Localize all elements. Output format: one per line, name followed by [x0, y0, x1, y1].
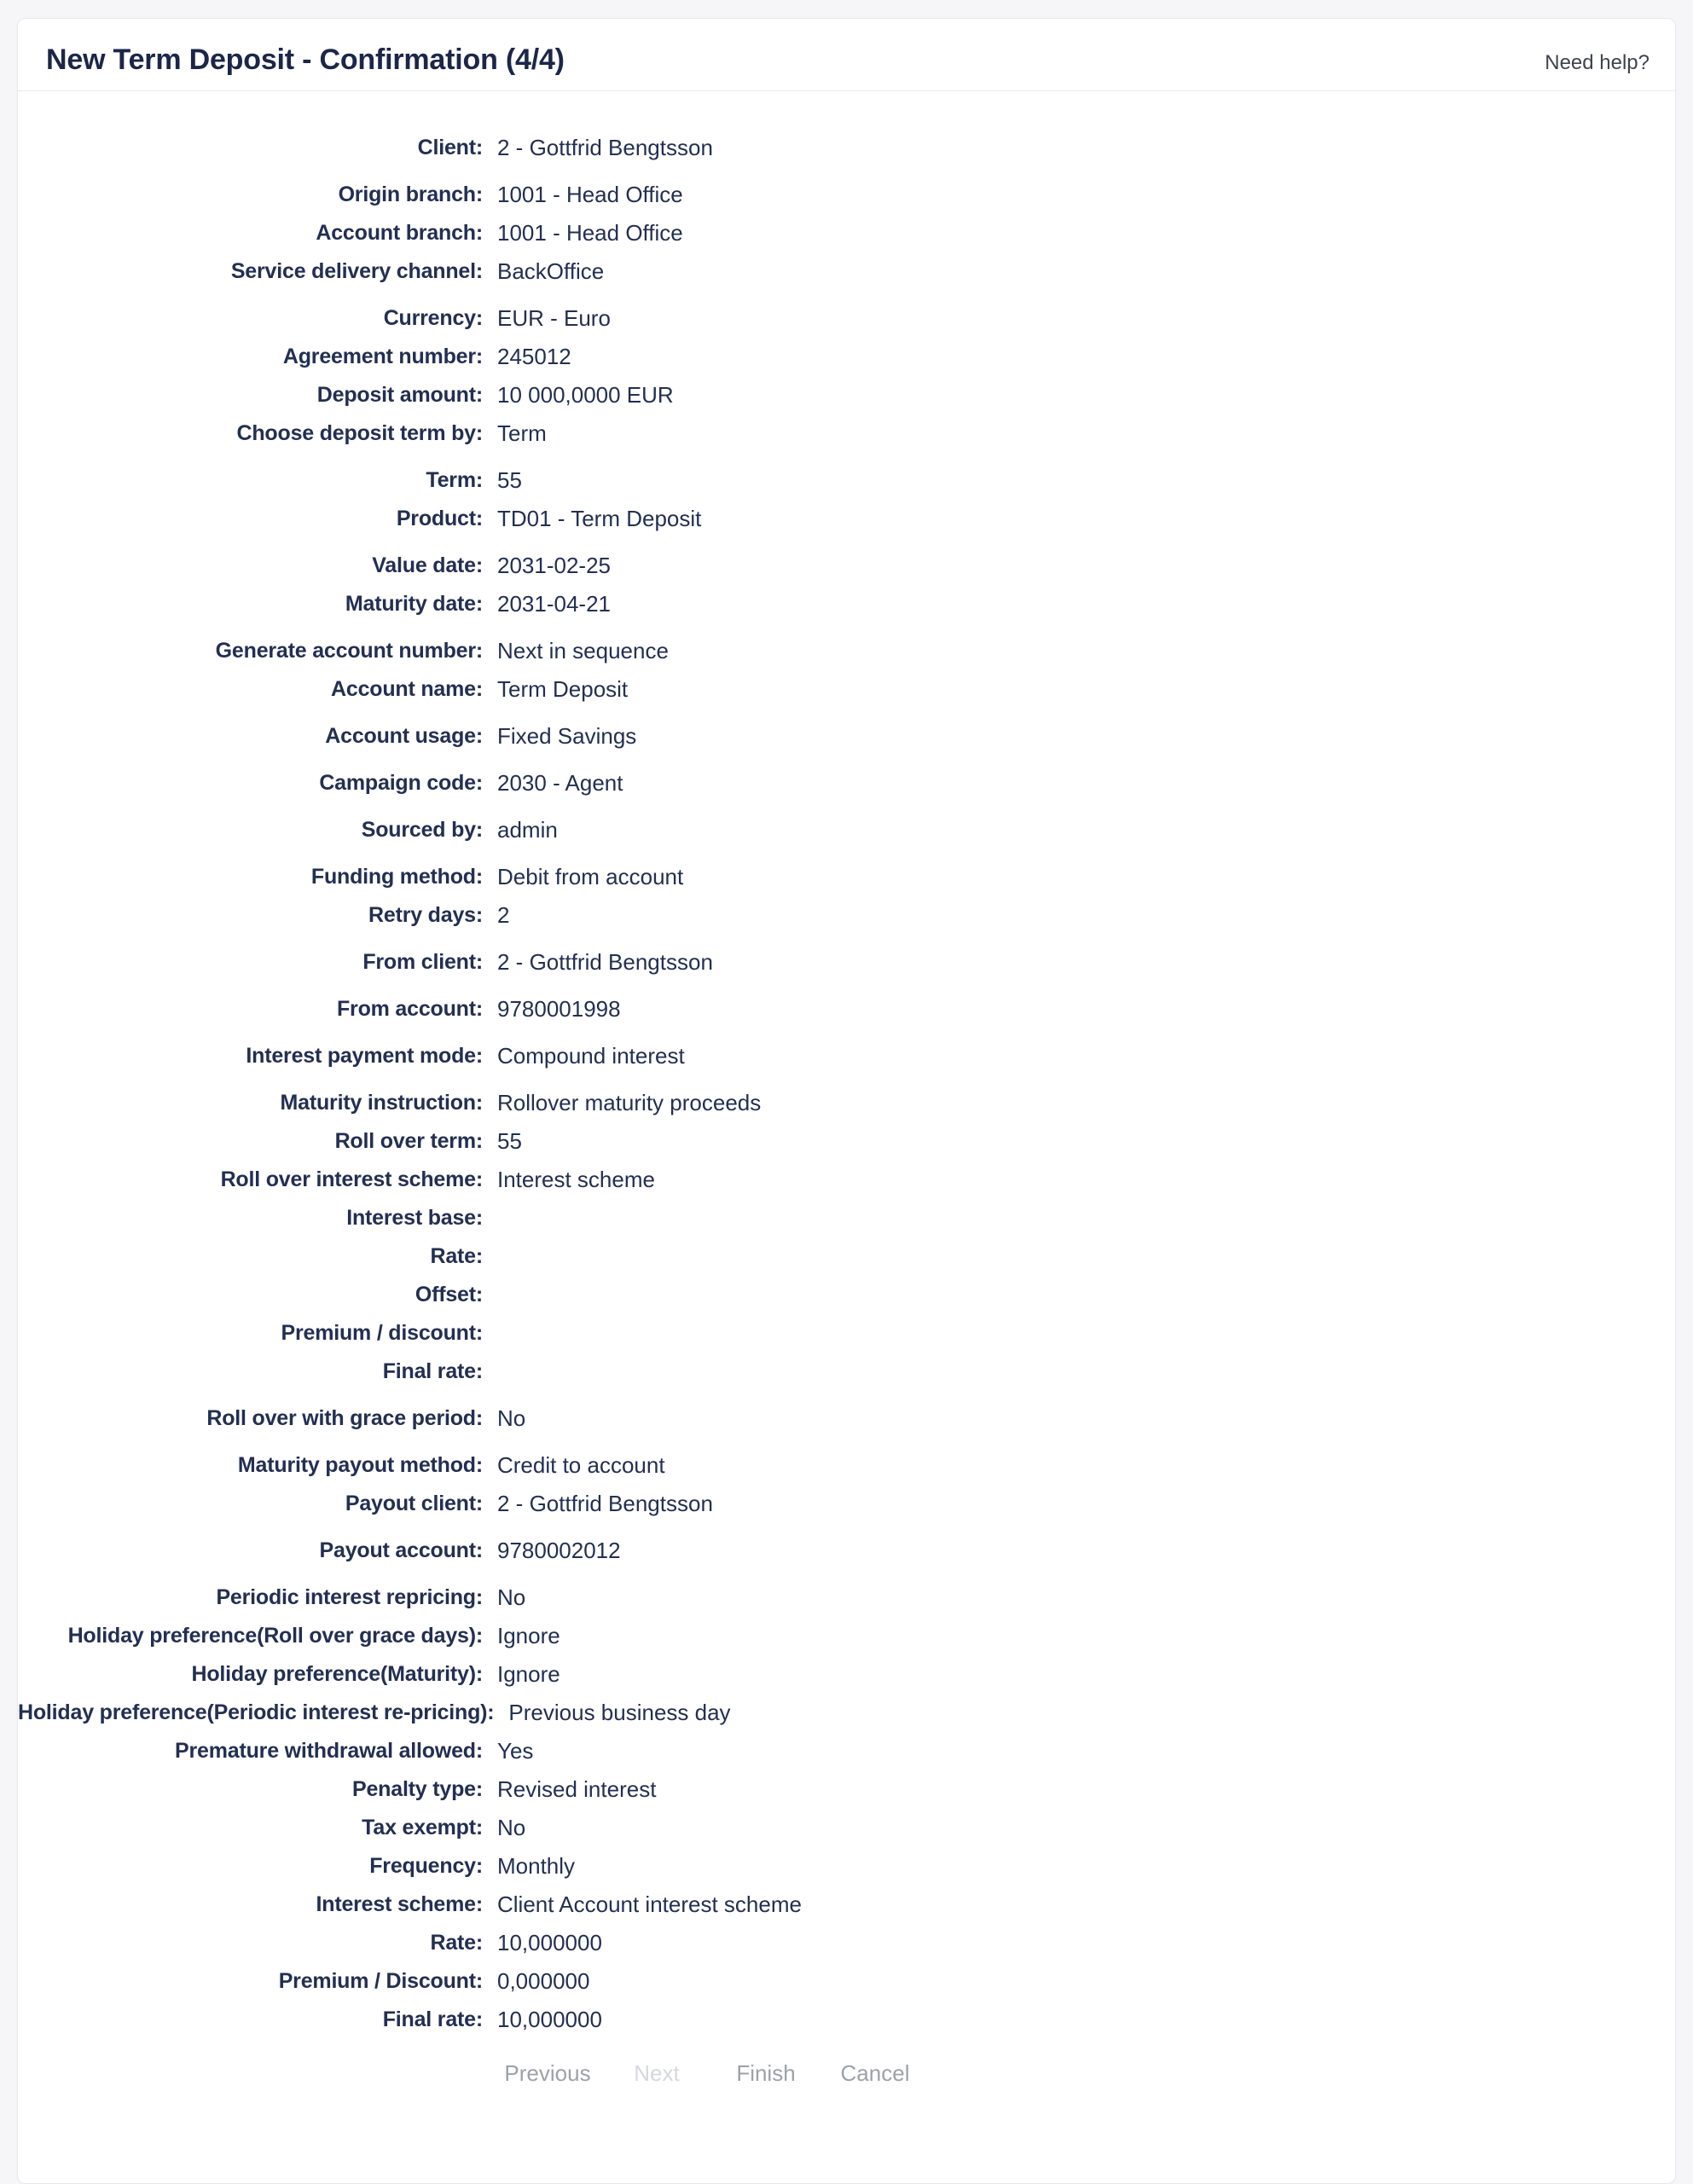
- field-label: Deposit amount:: [316, 383, 483, 407]
- field-value: Yes: [497, 1738, 534, 1764]
- field-group: [18, 1579, 1675, 2039]
- field-label: Account usage:: [325, 724, 483, 748]
- field-label: Payout account:: [319, 1538, 483, 1562]
- field-label: Choose deposit term by:: [236, 421, 483, 445]
- field-value: 2: [497, 902, 510, 928]
- field-group: [18, 858, 1675, 935]
- field-row: [18, 1579, 1675, 1617]
- field-value: 10,000000: [497, 2007, 602, 2032]
- field-row: [18, 858, 1675, 896]
- wizard-header: [18, 19, 1675, 91]
- field-row: [18, 1962, 1675, 2001]
- field-value: 2031-04-21: [497, 591, 611, 617]
- field-value: 2 - Gottfrid Bengtsson: [497, 949, 713, 975]
- field-row: [18, 632, 1675, 670]
- field-row: [18, 1446, 1675, 1485]
- field-label: Roll over term:: [334, 1129, 483, 1153]
- field-label: Funding method:: [310, 865, 483, 889]
- field-value: Ignore: [497, 1623, 560, 1648]
- field-label: Maturity payout method:: [237, 1453, 483, 1477]
- field-value: Rollover maturity proceeds: [497, 1090, 762, 1115]
- field-value: EUR - Euro: [497, 305, 611, 331]
- field-value: Credit to account: [497, 1452, 665, 1478]
- field-label: Tax exempt:: [362, 1816, 483, 1839]
- field-value: No: [497, 1815, 526, 1840]
- field-group: [18, 461, 1675, 538]
- field-row: [18, 338, 1675, 376]
- field-value: BackOffice: [497, 258, 605, 284]
- field-row: [18, 1732, 1675, 1770]
- field-label: Penalty type:: [351, 1777, 483, 1801]
- field-group: [18, 1532, 1675, 1570]
- field-label: Roll over interest scheme:: [220, 1167, 483, 1191]
- field-value: No: [497, 1405, 526, 1431]
- field-row: [18, 1770, 1675, 1809]
- next-button[interactable]: Next: [602, 2060, 711, 2087]
- field-value: Ignore: [497, 1661, 560, 1687]
- field-group: [18, 943, 1675, 982]
- field-row: [18, 585, 1675, 623]
- field-label: Frequency:: [369, 1854, 483, 1878]
- field-label: Term:: [426, 468, 483, 492]
- field-group: [18, 299, 1675, 453]
- field-row: [18, 1084, 1675, 1122]
- field-row: [18, 1617, 1675, 1655]
- need-help-link[interactable]: Need help?: [1545, 51, 1650, 74]
- confirmation-card: [17, 18, 1676, 2184]
- field-group: [18, 1084, 1675, 1391]
- field-value: 9780001998: [497, 996, 621, 1022]
- field-label: Retry days:: [368, 903, 483, 927]
- field-label: Interest payment mode:: [246, 1044, 483, 1068]
- field-value: No: [497, 1584, 526, 1610]
- field-label: Holiday preference(Maturity):: [191, 1662, 483, 1686]
- field-value: 2 - Gottfrid Bengtsson: [497, 135, 713, 160]
- field-row: [18, 1809, 1675, 1847]
- field-value: Client Account interest scheme: [497, 1891, 802, 1917]
- field-value: Term: [497, 420, 547, 446]
- field-row: [18, 1886, 1675, 1924]
- field-value: 10 000,0000 EUR: [497, 382, 674, 408]
- field-value: Interest scheme: [497, 1167, 655, 1192]
- field-label: Generate account number:: [215, 639, 483, 663]
- field-row: [18, 1694, 1675, 1732]
- field-label: Premium / discount:: [281, 1321, 483, 1345]
- field-row: [18, 1399, 1675, 1438]
- field-group: [18, 990, 1675, 1028]
- field-group: [18, 1037, 1675, 1075]
- field-label: Sourced by:: [361, 818, 483, 842]
- field-group: [18, 811, 1675, 849]
- field-row: [18, 461, 1675, 500]
- field-label: Service delivery channel:: [230, 259, 483, 283]
- field-label: Agreement number:: [282, 345, 483, 368]
- field-group: [18, 717, 1675, 756]
- field-value: 2031-02-25: [497, 553, 611, 578]
- field-row: [18, 1924, 1675, 1962]
- previous-button[interactable]: Previous: [493, 2060, 602, 2087]
- field-label: Holiday preference(Periodic interest re-pricing):: [18, 1700, 495, 1724]
- field-group: [18, 1446, 1675, 1523]
- field-row: [18, 1237, 1675, 1276]
- field-label: Campaign code:: [319, 771, 483, 795]
- field-label: Rate:: [430, 1931, 483, 1955]
- field-value: 10,000000: [497, 1930, 602, 1955]
- field-row: [18, 717, 1675, 756]
- field-row: [18, 670, 1675, 709]
- field-value: Monthly: [497, 1853, 576, 1879]
- field-group: [18, 129, 1675, 167]
- field-label: Rate:: [430, 1244, 483, 1268]
- field-row: [18, 500, 1675, 538]
- field-row: [18, 214, 1675, 252]
- field-row: [18, 1532, 1675, 1570]
- field-value: admin: [497, 817, 558, 843]
- field-label: From account:: [336, 997, 483, 1021]
- field-value: 1001 - Head Office: [497, 220, 683, 246]
- field-label: Maturity instruction:: [280, 1091, 483, 1115]
- field-label: Value date:: [372, 553, 483, 577]
- field-label: Interest base:: [346, 1206, 483, 1230]
- field-label: Payout client:: [345, 1492, 483, 1515]
- field-row: [18, 1314, 1675, 1353]
- field-row: [18, 176, 1675, 214]
- field-row: [18, 764, 1675, 802]
- field-group: [18, 764, 1675, 802]
- field-label: Product:: [396, 507, 483, 530]
- field-value: 55: [497, 1128, 522, 1154]
- field-label: Roll over with grace period:: [206, 1406, 483, 1430]
- field-value: 1001 - Head Office: [497, 182, 683, 207]
- field-value: 2030 - Agent: [497, 770, 623, 796]
- field-row: [18, 1655, 1675, 1694]
- field-label: Origin branch:: [338, 182, 483, 206]
- field-row: [18, 1353, 1675, 1391]
- field-label: Client:: [417, 136, 483, 159]
- field-group: [18, 632, 1675, 709]
- field-row: [18, 811, 1675, 849]
- field-label: Account branch:: [316, 221, 483, 245]
- field-value: 2 - Gottfrid Bengtsson: [497, 1491, 713, 1516]
- field-value: Compound interest: [497, 1043, 685, 1069]
- finish-button[interactable]: Finish: [711, 2060, 820, 2087]
- field-row: [18, 1199, 1675, 1237]
- field-label: Final rate:: [382, 2007, 483, 2031]
- field-label: Holiday preference(Roll over grace days):: [67, 1624, 483, 1648]
- field-row: [18, 547, 1675, 585]
- field-value: 55: [497, 467, 522, 493]
- field-value: 9780002012: [497, 1538, 621, 1563]
- field-label: From client:: [362, 950, 483, 974]
- cancel-button[interactable]: Cancel: [820, 2060, 930, 2087]
- confirmation-fields: [18, 91, 1675, 2039]
- field-row: [18, 1161, 1675, 1199]
- field-label: Offset:: [415, 1283, 483, 1306]
- field-label: Account name:: [331, 677, 483, 701]
- wizard-actions: [18, 2054, 1675, 2093]
- field-value: Revised interest: [497, 1776, 657, 1802]
- field-value: Previous business day: [508, 1700, 731, 1725]
- field-label: Currency:: [383, 306, 483, 330]
- field-row: [18, 1037, 1675, 1075]
- field-row: [18, 1276, 1675, 1314]
- field-value: 0,000000: [497, 1968, 590, 1994]
- field-row: [18, 376, 1675, 414]
- field-row: [18, 1485, 1675, 1523]
- field-row: [18, 129, 1675, 167]
- field-row: [18, 252, 1675, 291]
- field-label: Periodic interest repricing:: [216, 1585, 483, 1609]
- field-label: Interest scheme:: [316, 1892, 483, 1916]
- field-row: [18, 896, 1675, 935]
- field-group: [18, 176, 1675, 291]
- field-row: [18, 414, 1675, 453]
- field-value: Next in sequence: [497, 638, 669, 663]
- field-row: [18, 2001, 1675, 2039]
- field-group: [18, 547, 1675, 623]
- field-value: Term Deposit: [497, 676, 629, 702]
- field-value: Fixed Savings: [497, 723, 637, 749]
- field-value: Debit from account: [497, 864, 684, 889]
- field-row: [18, 1847, 1675, 1886]
- field-label: Maturity date:: [345, 592, 483, 616]
- page-title: New Term Deposit - Confirmation (4/4): [46, 43, 565, 76]
- field-group: [18, 1399, 1675, 1438]
- field-row: [18, 943, 1675, 982]
- field-value: 245012: [497, 344, 571, 369]
- field-label: Final rate:: [382, 1359, 483, 1383]
- field-value: TD01 - Term Deposit: [497, 506, 702, 531]
- field-row: [18, 990, 1675, 1028]
- field-label: Premium / Discount:: [278, 1969, 483, 1993]
- field-row: [18, 299, 1675, 338]
- field-label: Premature withdrawal allowed:: [175, 1739, 483, 1763]
- field-row: [18, 1122, 1675, 1161]
